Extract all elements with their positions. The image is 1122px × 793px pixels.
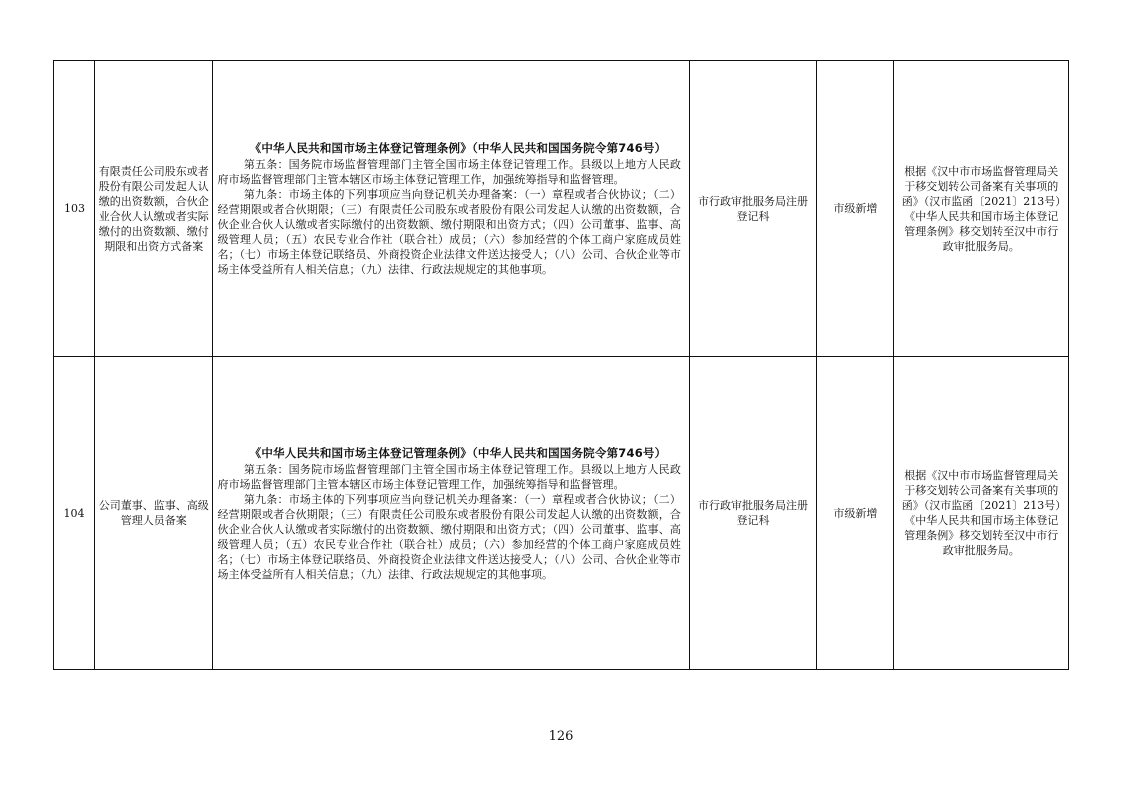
department-cell bbox=[689, 357, 816, 670]
page-number: 126 bbox=[548, 729, 574, 744]
row-number: 104 bbox=[63, 506, 85, 520]
row-number-cell bbox=[54, 357, 95, 670]
legal-basis-cell bbox=[213, 357, 689, 670]
item-name: 公司董事、监事、高级管理人员备案 bbox=[98, 499, 209, 527]
legal-basis-article-9: 第九条：市场主体的下列事项应当向登记机关办理备案：（一）章程或者合伙协议；（二）经营期限或者合伙期限；（三）有限责任公司股东或者股份有限公司发起人认缴的出资数额，合伙企业合伙人认缴或者实际缴付的出资数额、缴付期限和出资方式；（四）公司董事、监事、高级管理人员；（五）农民专业合作社（联合社）成员；（六）参加经营的个体工商户家庭成员姓名；（七）市场主体登记联络员、外商投资企业法律文件送达接受人；（八）公司、合伙企业等市场主体受益所有人相关信息；（九）法律、行政法规规定的其他事项。 bbox=[217, 492, 681, 581]
row-number-cell bbox=[54, 61, 95, 357]
item-name-cell bbox=[95, 357, 213, 670]
legal-basis-cell bbox=[213, 61, 689, 357]
legal-basis-title: 《中华人民共和国市场主体登记管理条例》（中华人民共和国国务院令第746号） bbox=[249, 141, 667, 155]
department: 市行政审批服务局注册登记科 bbox=[698, 499, 809, 527]
note: 根据《汉中市市场监督管理局关于移交划转公司备案有关事项的函》（汉市监函〔2021〕213号）《中华人民共和国市场主体登记管理条例》移交划转至汉中市行政审批服务局。 bbox=[901, 164, 1061, 253]
legal-basis-article-5: 第五条：国务院市场监督管理部门主管全国市场主体登记管理工作。县级以上地方人民政府市场监督管理部门主管本辖区市场主体登记管理工作，加强统筹指导和监督管理。 bbox=[217, 158, 681, 186]
note-cell bbox=[894, 61, 1069, 357]
note: 根据《汉中市市场监督管理局关于移交划转公司备案有关事项的函》（汉市监函〔2021〕213号）《中华人民共和国市场主体登记管理条例》移交划转至汉中市行政审批服务局。 bbox=[901, 469, 1061, 557]
row-number: 103 bbox=[64, 202, 85, 215]
legal-basis-article-5: 第五条：国务院市场监督管理部门主管全国市场主体登记管理工作。县级以上地方人民政府市场监督管理部门主管本辖区市场主体登记管理工作，加强统筹指导和监督管理。 bbox=[217, 462, 681, 491]
legal-basis-article-9: 第九条：市场主体的下列事项应当向登记机关办理备案：（一）章程或者合伙协议；（二）经营期限或者合伙期限；（三）有限责任公司股东或者股份有限公司发起人认缴的出资数额，合伙企业合伙人认缴或者实际缴付的出资数额、缴付期限和出资方式；（四）公司董事、监事、高级管理人员；（五）农民专业合作社（联合社）成员；（六）参加经营的个体工商户家庭成员姓名；（七）市场主体登记联络员、外商投资企业法律文件送达接受人；（八）公司、合伙企业等市场主体受益所有人相关信息；（九）法律、行政法规规定的其他事项。 bbox=[217, 188, 681, 276]
department: 市行政审批服务局注册登记科 bbox=[698, 194, 809, 223]
change-type: 市级新增 bbox=[833, 506, 878, 520]
table-row bbox=[54, 61, 1069, 357]
change-type-cell bbox=[817, 61, 894, 357]
note-cell bbox=[894, 357, 1069, 670]
table-row bbox=[54, 357, 1069, 670]
department-cell bbox=[689, 61, 816, 357]
item-name-cell bbox=[95, 61, 213, 357]
change-type-cell bbox=[817, 357, 894, 670]
registration-items-table bbox=[53, 60, 1069, 670]
item-name: 有限责任公司股东或者股份有限公司发起人认缴的出资数额，合伙企业合伙人认缴或者实际缴付的出资数额、缴付期限和出资方式备案 bbox=[98, 164, 209, 253]
legal-basis-title: 《中华人民共和国市场主体登记管理条例》（中华人民共和国国务院令第746号） bbox=[249, 445, 667, 460]
change-type: 市级新增 bbox=[833, 202, 878, 215]
